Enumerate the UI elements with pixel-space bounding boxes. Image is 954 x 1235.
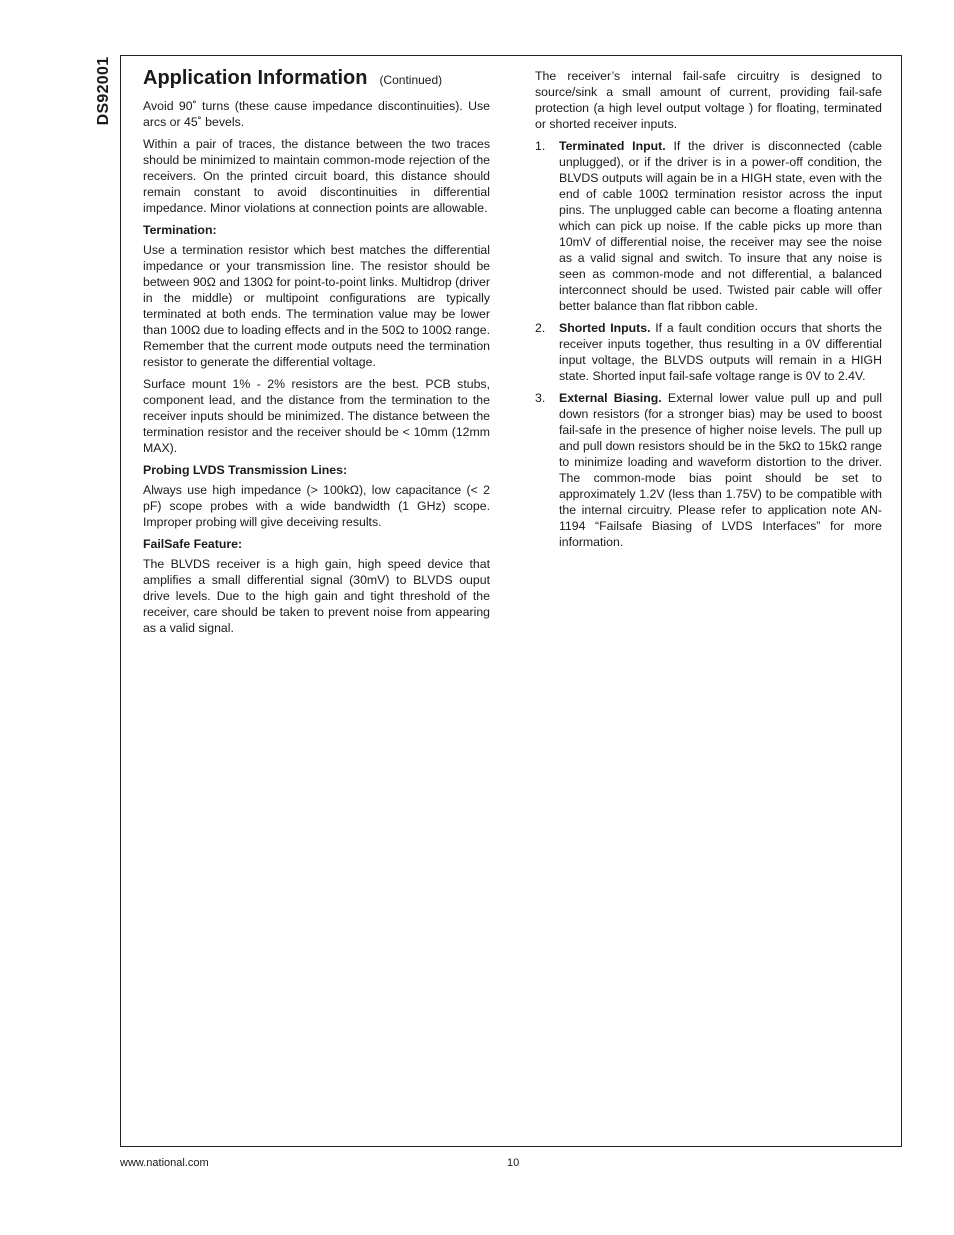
paragraph-surface-mount: Surface mount 1% - 2% resistors are the best. PCB stubs, component lead, and the distance from the termination to the receiver inputs should be minimized. The distance between the termination resistor and the receiver should be < 10mm (12mm MAX). <box>143 377 490 455</box>
list-item-number: 3. <box>535 391 546 405</box>
list-item <box>535 320 882 384</box>
heading-failsafe: FailSafe Feature: <box>143 537 243 551</box>
section-title: Application Information <box>143 67 368 89</box>
list-item <box>535 390 882 550</box>
part-number-text: DS92001 <box>95 56 112 126</box>
heading-termination: Termination: <box>143 223 217 237</box>
list-item-text: If the driver is disconnected (cable unplugged), or if the driver is in a power-off condition, the BLVDS outputs will again be in a HIGH state, even with the end of cable 100Ω termination resistor across the input pins. The unplugged cable can become a floating antenna which can pick up noise. If the cable picks up more than 10mV of differential noise, the receiver may see the noise as a valid signal and switch. To insure that any noise is seen as common-mode and not differential, a balanced interconnect should be used. Twisted pair cable will offer better balance than flat ribbon cable. <box>559 139 882 313</box>
page-number: 10 <box>507 1157 520 1169</box>
footer-url[interactable]: www.national.com <box>120 1157 209 1169</box>
paragraph-failsafe: The BLVDS receiver is a high gain, high speed device that amplifies a small differential signal (30mV) to BLVDS ouput drive levels. Due to the high gain and tight threshold of the receiver, care should be taken to prevent noise from appearing as a valid signal. <box>143 557 490 635</box>
paragraph-turns: Avoid 90˚ turns (these cause impedance discontinuities). Use arcs or 45˚ bevels. <box>143 99 490 129</box>
list-item-term: External Biasing. <box>559 391 662 405</box>
part-number-side-label <box>92 56 116 126</box>
paragraph-termination: Use a termination resistor which best matches the differential impedance or your transmission line. The resistor should be between 90Ω and 130Ω for point-to-point links. Multidrop (driver in the middle) or multipoint configurations are typically terminated at both ends. The termination value may be lower than 100Ω due to loading effects and in the 50Ω to 100Ω range. Remember that the current mode outputs need the termination resistor to generate the differential voltage. <box>143 243 490 369</box>
paragraph-trace-distance: Within a pair of traces, the distance between the two traces should be minimized to maintain common-mode rejection of the receivers. On the printed circuit board, this distance should remain constant to avoid discontinuities in differential impedance. Minor violations at connection points are allowable. <box>143 137 490 215</box>
continued-label: (Continued) <box>379 73 443 87</box>
heading-probing: Probing LVDS Transmission Lines: <box>143 463 348 477</box>
section-header <box>143 64 490 92</box>
list-item <box>535 138 882 314</box>
paragraph-failsafe-intro: The receiver’s internal fail-safe circuitry is designed to source/sink a small amount of current, providing fail-safe protection (a high level output voltage ) for floating, terminated or shorted receiver inputs. <box>535 69 882 131</box>
left-column <box>143 64 490 642</box>
list-item-text: External lower value pull up and pull down resistors (for a stronger bias) may be used to boost fail-safe in the presence of higher noise levels. The pull up and pull down resistors should be in the 5kΩ to 15kΩ range to minimize loading and waveform distortion to the driver. The common-mode bias point should be set to approximately 1.2V (less than 1.75V) to be compatible with the internal circuitry. Please refer to application note AN-1194 “Failsafe Biasing of LVDS Interfaces” for more information. <box>559 391 882 549</box>
list-item-term: Shorted Inputs. <box>559 321 651 335</box>
list-item-term: Terminated Input. <box>559 139 666 153</box>
right-column <box>535 68 882 556</box>
list-item-number: 1. <box>535 139 546 153</box>
failsafe-list <box>535 138 882 550</box>
list-item-text: If a fault condition occurs that shorts the receiver inputs together, thus resulting in a 0V differential input voltage, the BLVDS outputs will remain in a HIGH state. Shorted input fail-safe voltage range is 0V to 2.4V. <box>559 321 882 383</box>
list-item-number: 2. <box>535 321 546 335</box>
content-frame <box>120 55 902 1147</box>
paragraph-probing: Always use high impedance (> 100kΩ), low capacitance (< 2 pF) scope probes with a wide bandwidth (1 GHz) scope. Improper probing will give deceiving results. <box>143 483 490 529</box>
